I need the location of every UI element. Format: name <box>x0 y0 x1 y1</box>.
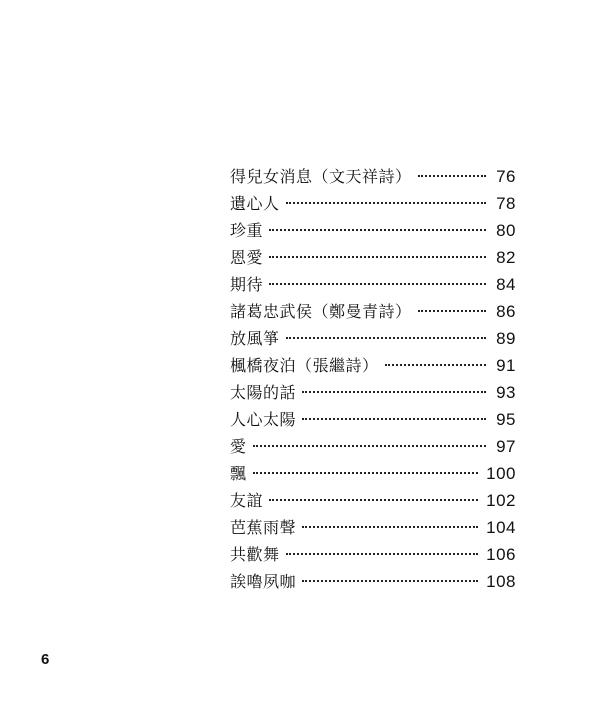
toc-entry <box>230 325 516 352</box>
table-of-contents <box>230 163 516 595</box>
toc-entry-page: 100 <box>486 464 516 483</box>
dot-leader <box>269 499 478 501</box>
toc-entry-title: 恩愛 <box>230 248 264 267</box>
toc-entry-page: 86 <box>496 302 516 321</box>
dot-leader <box>269 283 486 285</box>
toc-entry-page: 80 <box>496 221 516 240</box>
toc-entry-page: 76 <box>496 167 516 186</box>
toc-entry-page: 102 <box>486 491 516 510</box>
toc-entry <box>230 190 516 217</box>
toc-entry-title: 諸葛忠武侯（鄭曼青詩） <box>230 302 412 321</box>
dot-leader <box>302 526 478 528</box>
toc-entry-title: 愛 <box>230 437 247 456</box>
toc-entry-page: 93 <box>496 383 516 402</box>
toc-entry-title: 友誼 <box>230 491 264 510</box>
toc-entry-title: 楓橋夜泊（張繼詩） <box>230 356 379 375</box>
dot-leader <box>286 202 486 204</box>
toc-entry <box>230 487 516 514</box>
toc-entry-page: 97 <box>496 437 516 456</box>
toc-entry <box>230 352 516 379</box>
toc-entry-title: 太陽的話 <box>230 383 297 402</box>
dot-leader <box>385 364 486 366</box>
dot-leader <box>253 445 486 447</box>
dot-leader <box>269 229 486 231</box>
toc-entry-page: 95 <box>496 410 516 429</box>
toc-entry-page: 78 <box>496 194 516 213</box>
dot-leader <box>286 337 486 339</box>
toc-entry-page: 84 <box>496 275 516 294</box>
toc-entry <box>230 217 516 244</box>
dot-leader <box>286 553 479 555</box>
dot-leader <box>418 175 486 177</box>
dot-leader <box>253 472 479 474</box>
toc-entry <box>230 298 516 325</box>
toc-entry-page: 106 <box>486 545 516 564</box>
toc-entry-title: 得兒女消息（文天祥詩） <box>230 167 412 186</box>
toc-entry <box>230 379 516 406</box>
toc-entry-page: 104 <box>486 518 516 537</box>
toc-entry-page: 91 <box>496 356 516 375</box>
toc-entry-page: 82 <box>496 248 516 267</box>
dot-leader <box>302 418 486 420</box>
toc-entry-title: 人心太陽 <box>230 410 297 429</box>
page-number: 6 <box>41 651 50 668</box>
toc-entry <box>230 568 516 595</box>
dot-leader <box>302 391 486 393</box>
toc-entry-page: 108 <box>486 572 516 591</box>
toc-entry-title: 飄 <box>230 464 247 483</box>
dot-leader <box>269 256 486 258</box>
toc-entry <box>230 271 516 298</box>
dot-leader <box>418 310 486 312</box>
toc-entry-title: 珍重 <box>230 221 264 240</box>
toc-entry-page: 89 <box>496 329 516 348</box>
toc-entry <box>230 163 516 190</box>
toc-entry-title: 放風箏 <box>230 329 280 348</box>
toc-entry <box>230 433 516 460</box>
toc-entry-title: 誒嚕夙咖 <box>230 572 297 591</box>
toc-entry-title: 遺心人 <box>230 194 280 213</box>
toc-entry-title: 芭蕉雨聲 <box>230 518 297 537</box>
toc-entry-title: 共歡舞 <box>230 545 280 564</box>
toc-entry <box>230 541 516 568</box>
toc-entry-title: 期待 <box>230 275 264 294</box>
dot-leader <box>302 580 478 582</box>
toc-entry <box>230 460 516 487</box>
toc-entry <box>230 514 516 541</box>
toc-entry <box>230 406 516 433</box>
toc-entry <box>230 244 516 271</box>
